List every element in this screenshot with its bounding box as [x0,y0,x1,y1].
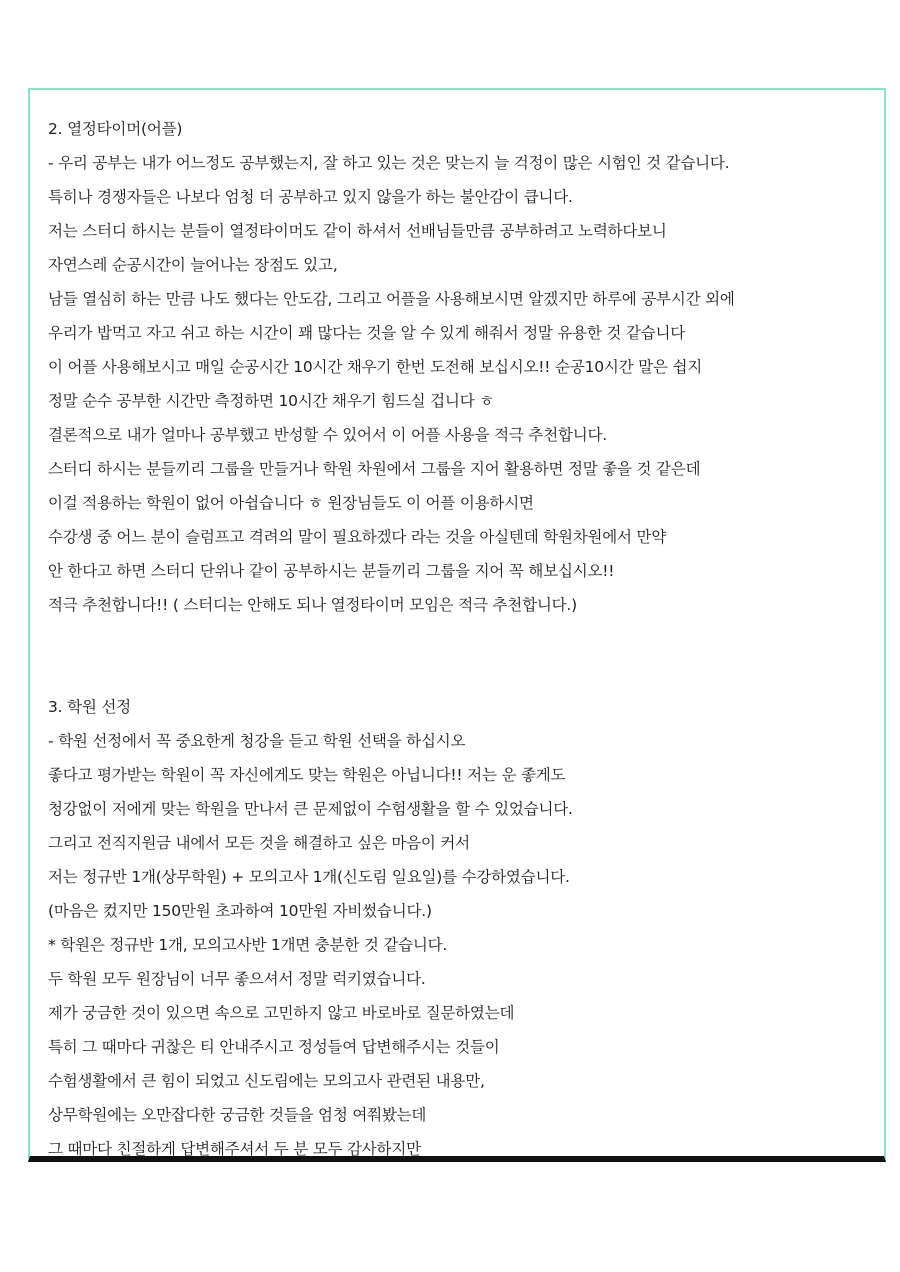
section-timer-app [48,112,884,622]
section-academy-selection [48,690,884,1162]
text-line: 수험생활에서 큰 힘이 되었고 신도림에는 모의고사 관련된 내용만, [48,1072,485,1090]
document-content [48,112,884,1162]
text-line: 상무학원에는 오만잡다한 궁금한 것들을 엄청 여쭤봤는데 [48,1106,427,1124]
text-line: 특히 그 때마다 귀찮은 티 안내주시고 정성들여 답변해주시는 것들이 [48,1038,500,1056]
text-line: 저는 스터디 하시는 분들이 열정타이머도 같이 하셔서 선배님들만큼 공부하려고 노력하다보니 [48,222,667,240]
text-line: 저는 정규반 1개(상무학원) + 모의고사 1개(신도림 일요일)를 수강하였습니다. [48,868,570,886]
section-gap [48,622,884,690]
text-line: - 학원 선정에서 꼭 중요한게 청강을 듣고 학원 선택을 하십시오 [48,732,466,750]
text-line: 그리고 전직지원금 내에서 모든 것을 해결하고 싶은 마음이 커서 [48,834,470,852]
text-line: 수강생 중 어느 분이 슬럼프고 격려의 말이 필요하겠다 라는 것을 아실텐데 학원차원에서 만약 [48,528,667,546]
text-line: 좋다고 평가받는 학원이 꼭 자신에게도 맞는 학원은 아닙니다!! 저는 운 좋게도 [48,766,566,784]
text-line: (마음은 컸지만 150만원 초과하여 10만원 자비썼습니다.) [48,902,432,920]
text-line: 결론적으로 내가 얼마나 공부했고 반성할 수 있어서 이 어플 사용을 적극 추천합니다. [48,426,608,444]
text-line: 청강없이 저에게 맞는 학원을 만나서 큰 문제없이 수험생활을 할 수 있었습니다. [48,800,573,818]
text-line: - 우리 공부는 내가 어느정도 공부했는지, 잘 하고 있는 것은 맞는지 늘 걱정이 많은 시험인 것 같습니다. [48,154,730,172]
text-line: 그 때마다 친절하게 답변해주셔서 두 분 모두 감사하지만 [48,1140,421,1158]
text-line: 스터디 하시는 분들끼리 그룹을 만들거나 학원 차원에서 그룹을 지어 활용하면 정말 좋을 것 같은데 [48,460,701,478]
text-line: 적극 추천합니다!! ( 스터디는 안해도 되나 열정타이머 모임은 적극 추천합니다.) [48,596,577,614]
text-line: 이 어플 사용해보시고 매일 순공시간 10시간 채우기 한번 도전해 보십시오!! 순공10시간 말은 쉽지 [48,358,703,376]
text-line: 이걸 적용하는 학원이 없어 아쉽습니다 ㅎ 원장님들도 이 어플 이용하시면 [48,494,534,512]
section-title: 2. 열정타이머(어플) [48,120,183,138]
section-title: 3. 학원 선정 [48,698,131,716]
text-line: * 학원은 정규반 1개, 모의고사반 1개면 충분한 것 같습니다. [48,936,448,954]
text-line: 제가 궁금한 것이 있으면 속으로 고민하지 않고 바로바로 질문하였는데 [48,1004,515,1022]
text-line: 자연스레 순공시간이 늘어나는 장점도 있고, [48,256,338,274]
text-line: 안 한다고 하면 스터디 단위나 같이 공부하시는 분들끼리 그룹을 지어 꼭 해보십시오!! [48,562,615,580]
document-frame [28,88,886,1162]
text-line: 우리가 밥먹고 자고 쉬고 하는 시간이 꽤 많다는 것을 알 수 있게 해줘서 정말 유용한 것 같습니다 [48,324,686,342]
text-line: 정말 순수 공부한 시간만 측정하면 10시간 채우기 힘드실 겁니다 ㅎ [48,392,494,410]
text-line: 특히나 경쟁자들은 나보다 엄청 더 공부하고 있지 않을가 하는 불안감이 큽니다. [48,188,573,206]
text-line: 남들 열심히 하는 만큼 나도 했다는 안도감, 그리고 어플을 사용해보시면 알겠지만 하루에 공부시간 외에 [48,290,735,308]
text-line: 두 학원 모두 원장님이 너무 좋으셔서 정말 럭키였습니다. [48,970,426,988]
